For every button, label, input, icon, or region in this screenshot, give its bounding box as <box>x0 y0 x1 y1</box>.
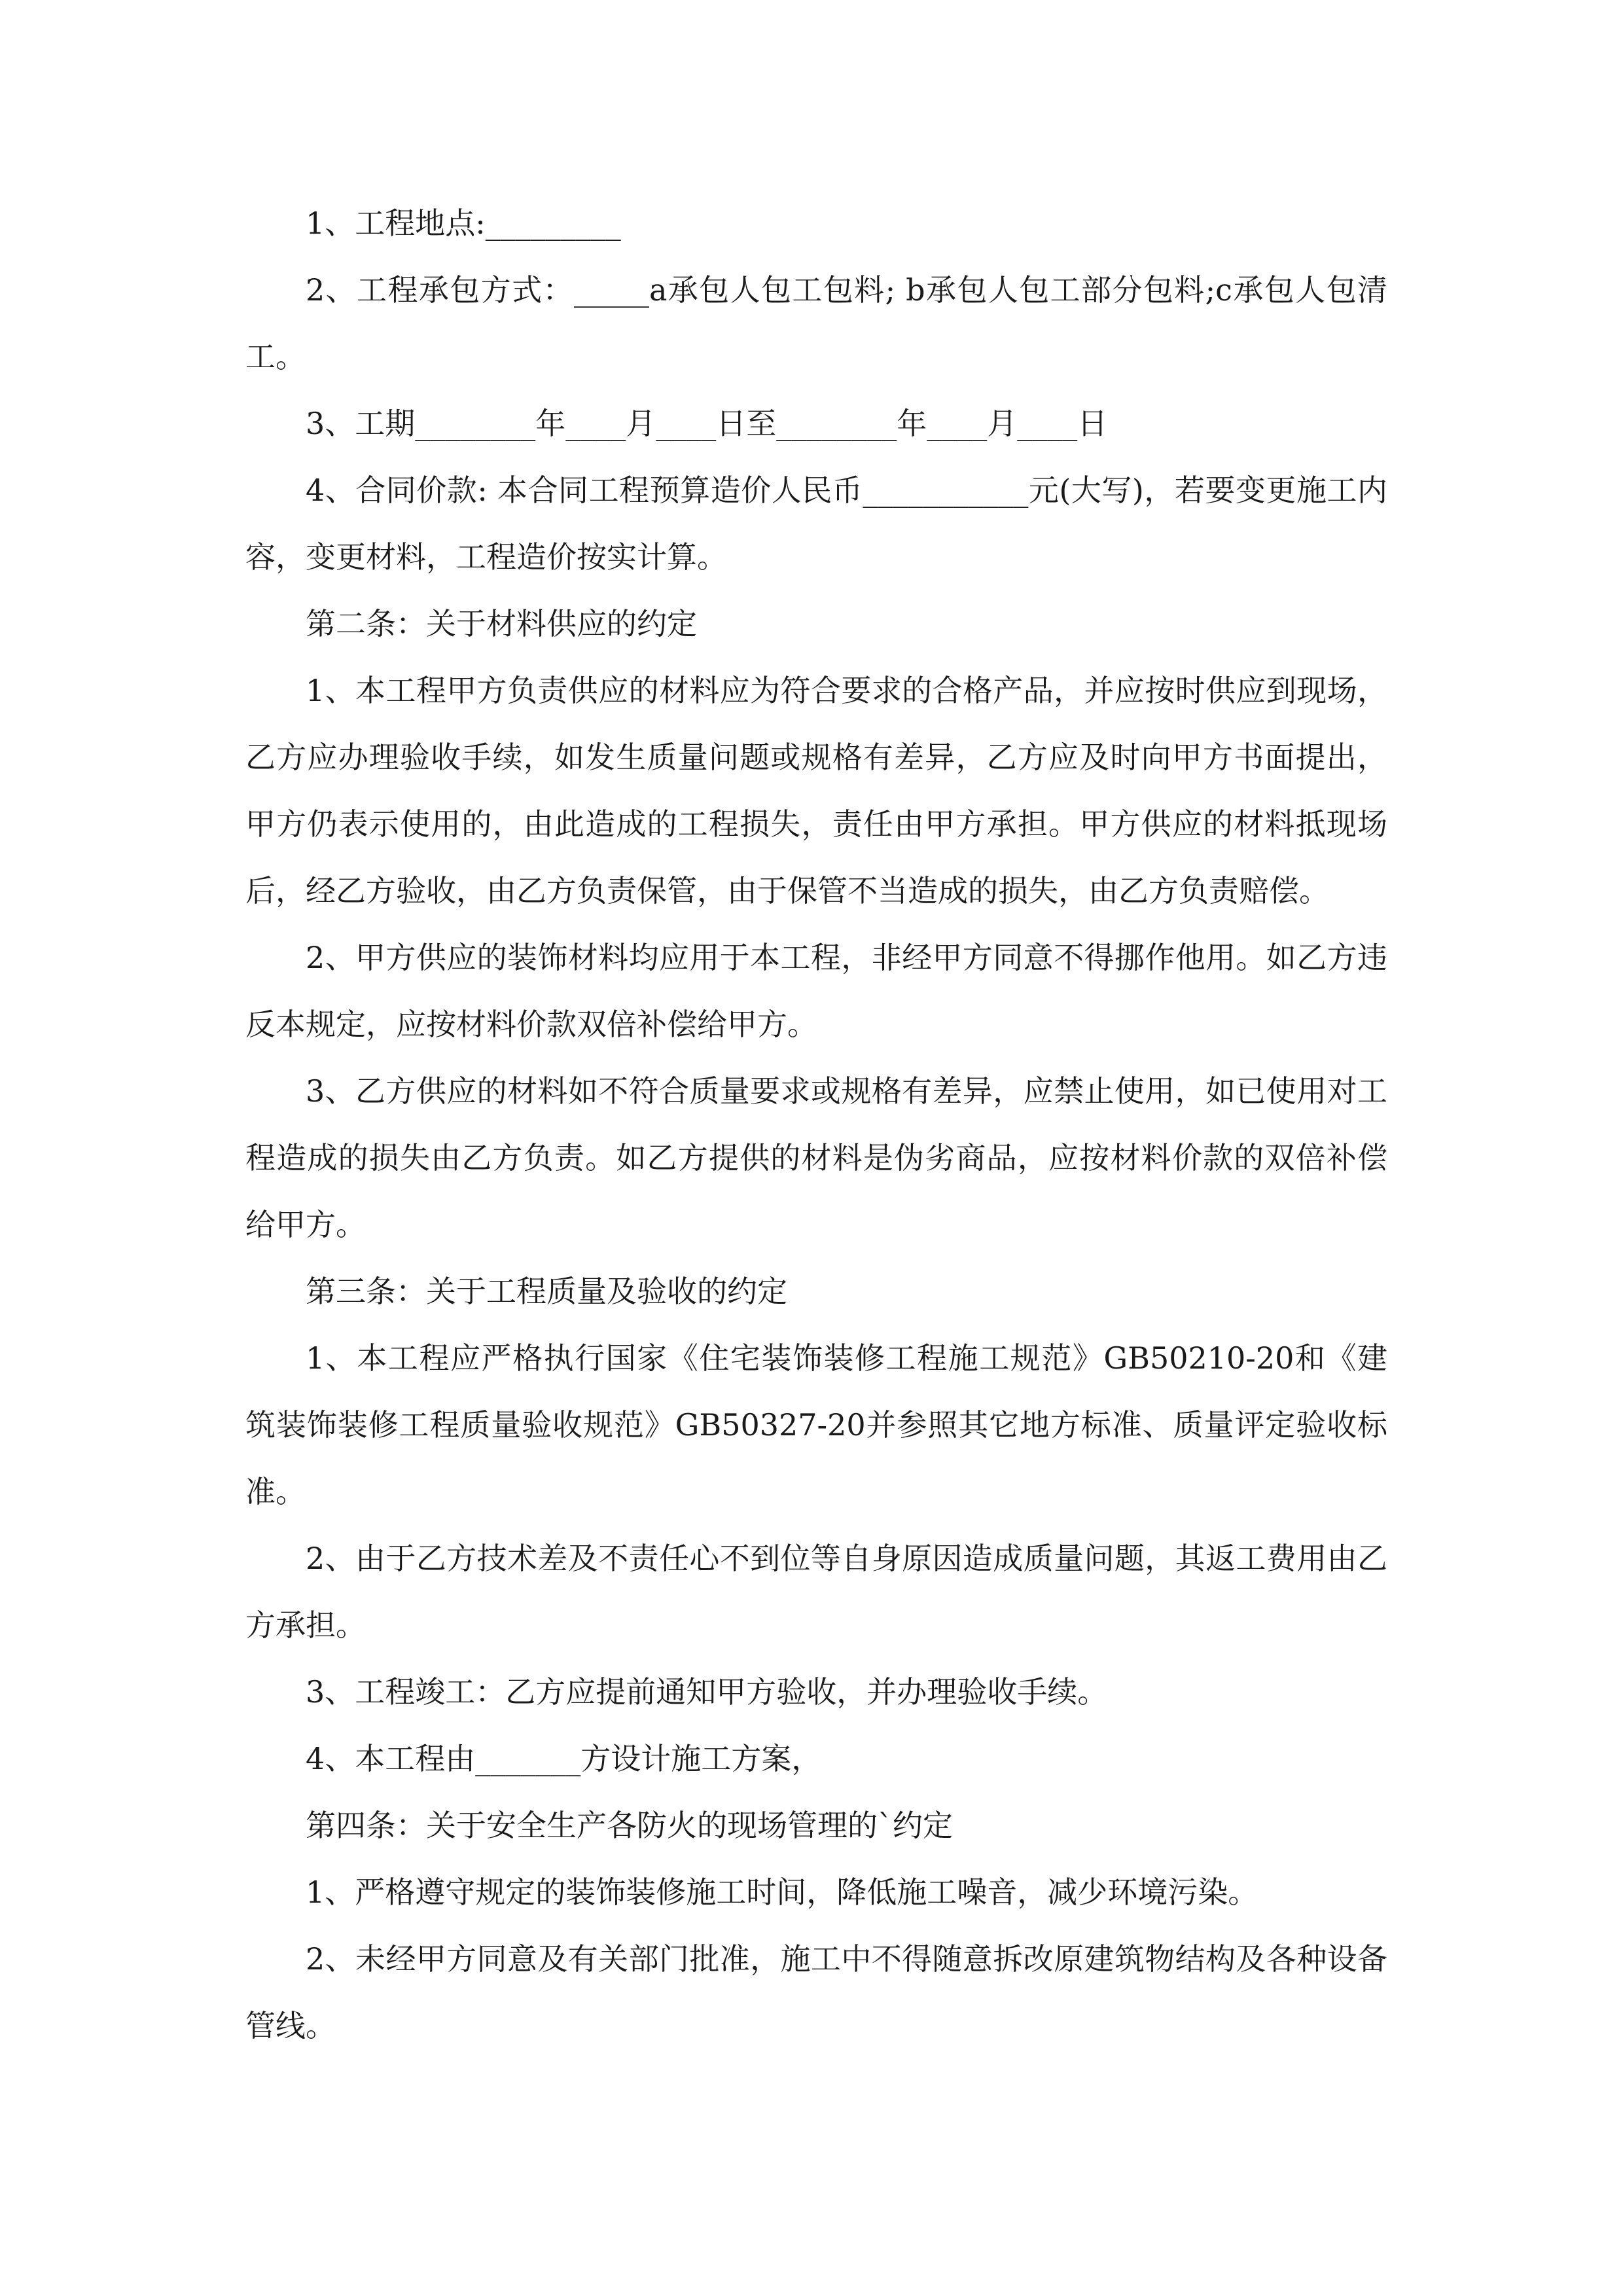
clause-project-location: 1、工程地点:_________ <box>306 206 621 241</box>
article-2-item-1: 1、本工程甲方负责供应的材料应为符合要求的合格产品，并应按时供应到现场，乙方应办理验收手续，如发生质量问题或规格有差异，乙方应及时向甲方书面提出，甲方仍表示使用的，由此造成的工程损失，责任由甲方承担。甲方供应的材料抵现场后，经乙方验收，由乙方负责保管，由于保管不当造成的损失，由乙方负责赔偿。 <box>245 673 1387 908</box>
article-2-item-2: 2、甲方供应的装饰材料均应用于本工程，非经甲方同意不得挪作他用。如乙方违反本规定，应按材料价款双倍补偿给甲方。 <box>245 940 1387 1042</box>
article-3-item-2: 2、由于乙方技术差及不责任心不到位等自身原因造成质量问题，其返工费用由乙方承担。 <box>245 1541 1387 1643</box>
clause-construction-period: 3、工期________年____月____日至________年____月____日 <box>306 406 1108 441</box>
article-4-item-1: 1、严格遵守规定的装饰装修施工时间，降低施工噪音，减少环境污染。 <box>306 1874 1258 1910</box>
article-4-item-2: 2、未经甲方同意及有关部门批准，施工中不得随意拆改原建筑物结构及各种设备管线。 <box>245 1941 1387 2043</box>
article-3-heading: 第三条：关于工程质量及验收的约定 <box>306 1274 787 1309</box>
article-3-item-4: 4、本工程由_______方设计施工方案， <box>306 1741 822 1776</box>
article-3-item-1: 1、本工程应严格执行国家《住宅装饰装修工程施工规范》GB50210-20和《建筑装饰装修工程质量验收规范》GB50327-20并参照其它地方标准、质量评定验收标准。 <box>245 1340 1387 1509</box>
clause-contract-price: 4、合同价款: 本合同工程预算造价人民币___________元(大写)，若要变更施工内容，变更材料，工程造价按实计算。 <box>245 473 1387 575</box>
article-2-heading: 第二条：关于材料供应的约定 <box>306 606 697 641</box>
article-3-item-3: 3、工程竣工：乙方应提前通知甲方验收，并办理验收手续。 <box>306 1674 1108 1710</box>
article-2-item-3: 3、乙方供应的材料如不符合质量要求或规格有差异，应禁止使用，如已使用对工程造成的损失由乙方负责。如乙方提供的材料是伪劣商品，应按材料价款的双倍补偿给甲方。 <box>245 1073 1387 1242</box>
clause-contract-method: 2、工程承包方式：_____a承包人包工包料; b承包人包工部分包料;c承包人包清工。 <box>245 272 1387 374</box>
article-4-heading: 第四条：关于安全生产各防火的现场管理的`约定 <box>306 1808 953 1843</box>
